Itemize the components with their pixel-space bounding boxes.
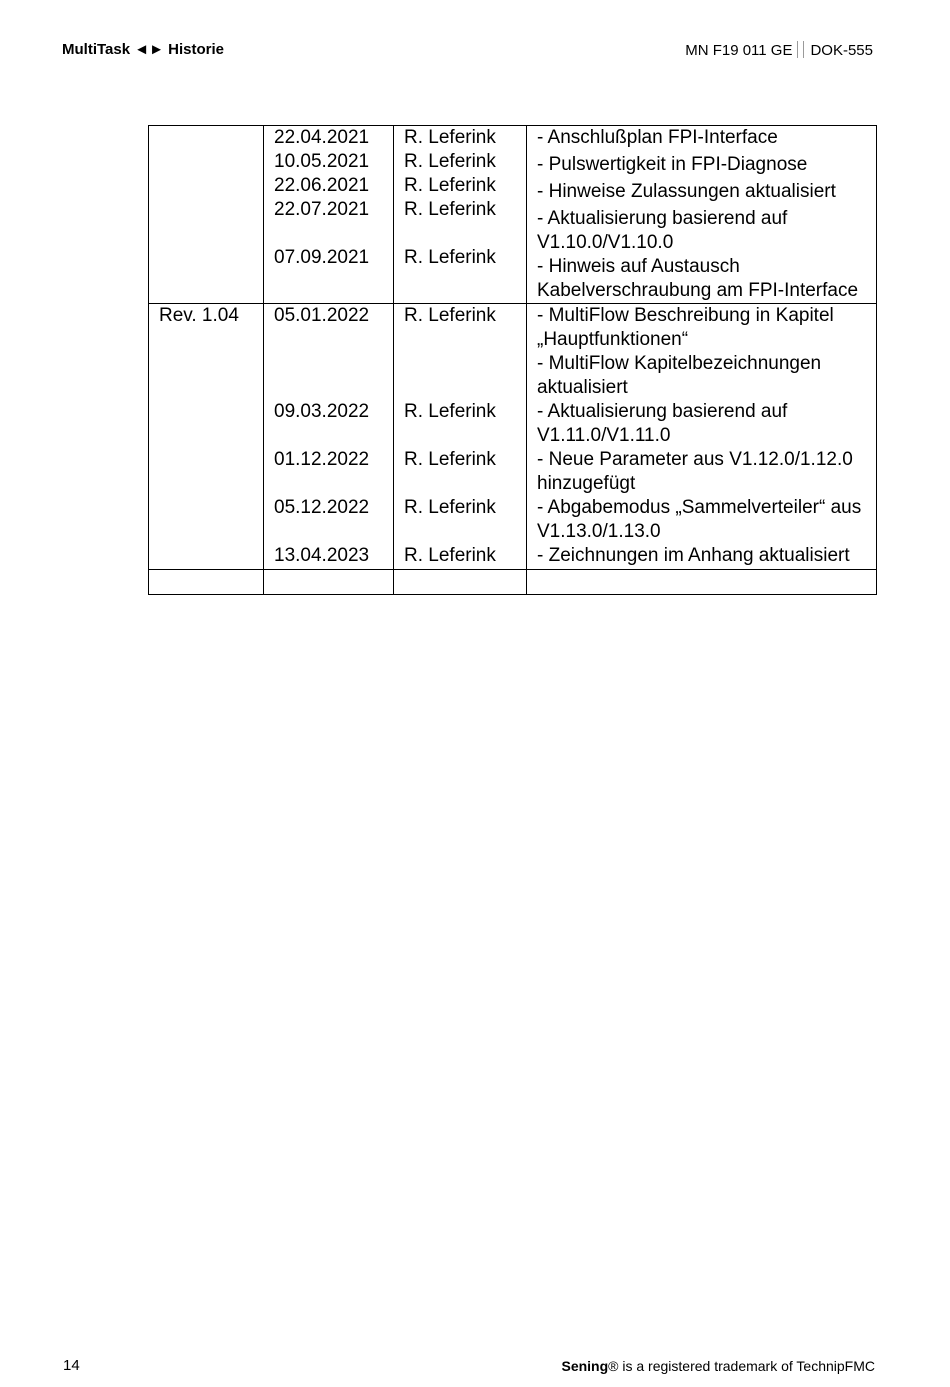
header-section: Historie xyxy=(168,41,224,58)
date-entry: 01.12.2022 xyxy=(274,449,370,470)
author-entry: R. Leferink xyxy=(404,247,496,268)
date-entry: 09.03.2022 xyxy=(274,401,370,422)
change-entry: - MultiFlow Beschreibung in Kapitel „Hauptfunktionen“ xyxy=(537,305,834,350)
footer-brand: Sening xyxy=(561,1358,609,1374)
date-entry: 13.04.2023 xyxy=(274,545,370,566)
rev-label: Rev. 1.04 xyxy=(159,305,239,326)
header-doc-info xyxy=(685,41,873,59)
table-row-empty xyxy=(149,570,877,595)
change-entry: - MultiFlow Kapitelbezeichnungen aktualisiert xyxy=(537,353,822,398)
change-entry: - Aktualisierung basierend auf V1.11.0/V1.11.0 xyxy=(537,401,788,446)
change-entry: - Hinweise Zulassungen aktualisiert xyxy=(537,181,836,202)
empty-cell xyxy=(527,570,877,595)
author-entry: R. Leferink xyxy=(404,401,496,422)
rev-cell xyxy=(149,304,264,570)
change-entry: - Aktualisierung basierend auf V1.10.0/V1.10.0 xyxy=(537,208,788,253)
footer-registered-mark: ® xyxy=(608,1358,619,1374)
header-doc-number: MN F19 011 GE xyxy=(685,42,793,59)
change-entry: - Pulswertigkeit in FPI-Diagnose xyxy=(537,154,808,175)
author-entry: R. Leferink xyxy=(404,545,496,566)
date-entry: 07.09.2021 xyxy=(274,247,370,268)
date-cell xyxy=(264,304,394,570)
footer-trademark xyxy=(561,1358,875,1374)
footer-trademark-text: is a registered trademark of TechnipFMC xyxy=(618,1358,875,1374)
change-entry: - Neue Parameter aus V1.12.0/1.12.0 hinzugefügt xyxy=(537,449,853,494)
header-arrows-icon: ◄► xyxy=(134,41,164,58)
empty-cell xyxy=(149,570,264,595)
change-entry: - Zeichnungen im Anhang aktualisiert xyxy=(537,545,850,566)
empty-cell xyxy=(394,570,527,595)
header-title xyxy=(62,41,224,58)
table-row xyxy=(149,304,877,570)
date-entry: 22.07.2021 xyxy=(274,199,370,220)
author-entry: R. Leferink xyxy=(404,199,496,220)
empty-cell xyxy=(264,570,394,595)
change-cell xyxy=(527,126,877,304)
date-entry: 05.01.2022 xyxy=(274,305,370,326)
page-number: 14 xyxy=(63,1357,80,1374)
change-entry: - Hinweis auf Austausch Kabelverschraubung am FPI-Interface xyxy=(537,256,859,301)
author-cell xyxy=(394,126,527,304)
author-entry: R. Leferink xyxy=(404,305,496,326)
date-entry: 22.04.2021 xyxy=(274,127,370,148)
rev-cell xyxy=(149,126,264,304)
date-entry: 22.06.2021 xyxy=(274,175,370,196)
date-entry: 05.12.2022 xyxy=(274,497,370,518)
author-entry: R. Leferink xyxy=(404,127,496,148)
date-entry: 10.05.2021 xyxy=(274,151,370,172)
author-entry: R. Leferink xyxy=(404,497,496,518)
date-cell xyxy=(264,126,394,304)
change-entry: - Abgabemodus „Sammelverteiler“ aus V1.13.0/1.13.0 xyxy=(537,497,862,542)
author-entry: R. Leferink xyxy=(404,175,496,196)
author-entry: R. Leferink xyxy=(404,151,496,172)
author-cell xyxy=(394,304,527,570)
revision-history-table xyxy=(148,125,877,595)
author-entry: R. Leferink xyxy=(404,449,496,470)
table-row xyxy=(149,126,877,304)
change-entry: - Anschlußplan FPI-Interface xyxy=(537,127,778,148)
header-product: MultiTask xyxy=(62,41,131,58)
header-separator xyxy=(797,41,804,58)
header-doc-id: DOK-555 xyxy=(810,42,873,59)
change-cell xyxy=(527,304,877,570)
